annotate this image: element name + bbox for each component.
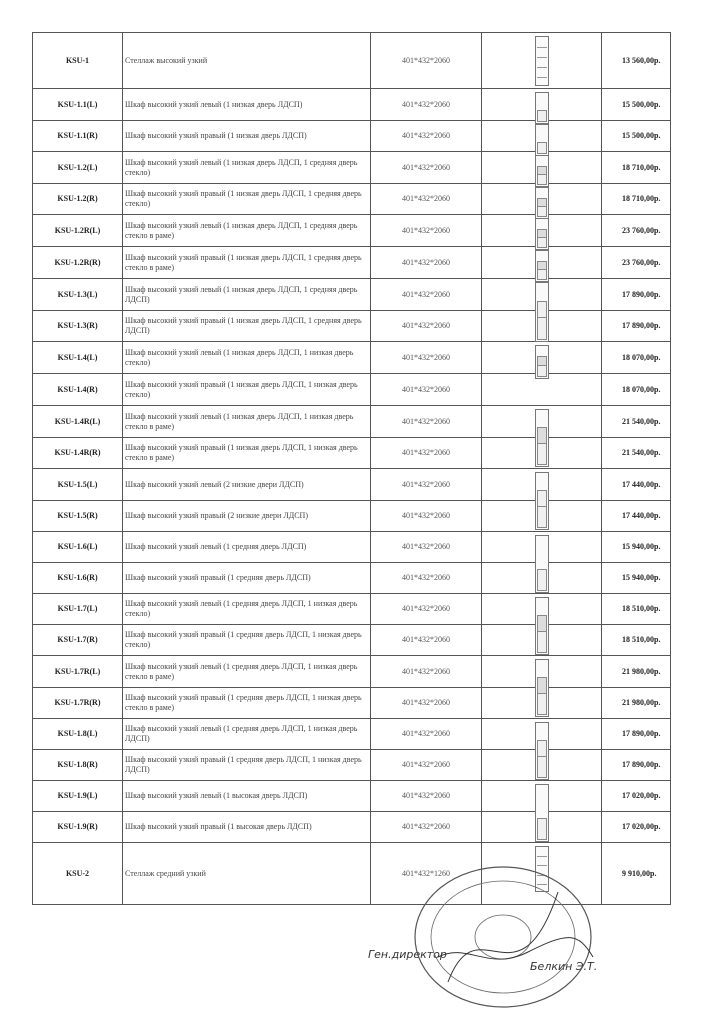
product-name: Шкаф высокий узкий левый (1 низкая дверь ЛДСП, 1 средняя дверь стекло) [123,152,371,184]
product-code: KSU-1.5(R) [33,501,123,532]
product-size: 401*432*2060 [371,781,482,812]
product-image [482,719,602,750]
table-row [33,563,671,594]
product-image [482,563,602,594]
product-code: KSU-1.3(R) [33,311,123,342]
product-size: 401*432*2060 [371,656,482,688]
product-code: KSU-1.9(R) [33,812,123,843]
product-size: 401*432*2060 [371,406,482,438]
product-image [482,812,602,843]
product-size: 401*432*1260 [371,843,482,905]
product-price: 21 980,00р. [602,688,671,719]
product-code: KSU-1.8(L) [33,719,123,750]
product-image [482,247,602,279]
product-image [482,33,602,89]
product-price: 15 940,00р. [602,563,671,594]
table-row [33,688,671,719]
table-row [33,781,671,812]
product-price: 17 020,00р. [602,781,671,812]
table-row [33,215,671,247]
table-row [33,279,671,311]
table-row [33,311,671,342]
table-row [33,843,671,905]
product-image [482,279,602,311]
product-name: Шкаф высокий узкий правый (1 низкая дверь ЛДСП, 1 средняя дверь стекло) [123,184,371,215]
product-size: 401*432*2060 [371,121,482,152]
signature-name: Белкин Э.Т. [530,960,598,973]
product-code: KSU-1.2R(R) [33,247,123,279]
product-size: 401*432*2060 [371,719,482,750]
product-image [482,406,602,438]
product-price: 18 710,00р. [602,184,671,215]
product-code: KSU-1.2(L) [33,152,123,184]
product-name: Шкаф высокий узкий левый (1 средняя дверь ЛДСП, 1 низкая дверь стекло) [123,594,371,625]
product-image [482,311,602,342]
product-name: Стеллаж высокий узкий [123,33,371,89]
product-size: 401*432*2060 [371,152,482,184]
product-price: 21 980,00р. [602,656,671,688]
product-name: Шкаф высокий узкий левый (1 низкая дверь ЛДСП, 1 средняя дверь ЛДСП) [123,279,371,311]
signature-position: Ген.директор [368,948,447,961]
product-price: 17 890,00р. [602,719,671,750]
product-price: 17 440,00р. [602,469,671,501]
cabinet-drawing [535,218,549,250]
product-size: 401*432*2060 [371,563,482,594]
product-image [482,342,602,374]
product-image [482,625,602,656]
product-image [482,215,602,247]
product-code: KSU-2 [33,843,123,905]
product-code: KSU-1.7(L) [33,594,123,625]
cabinet-drawing [535,846,549,892]
product-name: Шкаф высокий узкий левый (2 низкие двери ЛДСП) [123,469,371,501]
table-row [33,656,671,688]
product-size: 401*432*2060 [371,215,482,247]
cabinet-drawing [535,250,549,282]
product-name: Шкаф высокий узкий правый (1 низкая дверь ЛДСП) [123,121,371,152]
product-size: 401*432*2060 [371,812,482,843]
product-size: 401*432*2060 [371,688,482,719]
product-code: KSU-1.1(R) [33,121,123,152]
product-code: KSU-1.2R(L) [33,215,123,247]
product-code: KSU-1.7R(R) [33,688,123,719]
table-row [33,594,671,625]
table-row [33,89,671,121]
product-name: Шкаф высокий узкий левый (1 низкая дверь ЛДСП) [123,89,371,121]
product-name: Шкаф высокий узкий правый (1 низкая дверь ЛДСП, 1 низкая дверь стекло в раме) [123,438,371,469]
table-row [33,406,671,438]
product-size: 401*432*2060 [371,279,482,311]
product-image [482,688,602,719]
product-name: Шкаф высокий узкий правый (1 средняя дверь ЛДСП, 1 низкая дверь ЛДСП) [123,750,371,781]
table-row [33,719,671,750]
product-price: 18 510,00р. [602,625,671,656]
product-name: Шкаф высокий узкий правый (1 средняя дверь ЛДСП, 1 низкая дверь стекло в раме) [123,688,371,719]
product-price: 15 500,00р. [602,121,671,152]
table-row [33,374,671,406]
table-row [33,152,671,184]
product-price: 15 500,00р. [602,89,671,121]
product-price: 17 890,00р. [602,750,671,781]
product-price: 9 910,00р. [602,843,671,905]
product-price: 13 560,00р. [602,33,671,89]
product-name: Шкаф высокий узкий левый (1 высокая дверь ЛДСП) [123,781,371,812]
cabinet-drawing [535,155,549,187]
price-list-sheet [32,32,670,905]
product-price: 17 890,00р. [602,279,671,311]
table-row [33,501,671,532]
product-price: 17 890,00р. [602,311,671,342]
product-name: Шкаф высокий узкий правый (2 низкие двери ЛДСП) [123,501,371,532]
table-row [33,812,671,843]
product-size: 401*432*2060 [371,311,482,342]
product-image [482,184,602,215]
product-code: KSU-1.4(R) [33,374,123,406]
product-image [482,656,602,688]
product-image [482,750,602,781]
product-price: 18 070,00р. [602,342,671,374]
product-price: 18 510,00р. [602,594,671,625]
product-code: KSU-1.2(R) [33,184,123,215]
product-name: Шкаф высокий узкий левый (1 средняя дверь ЛДСП, 1 низкая дверь стекло в раме) [123,656,371,688]
table-row [33,184,671,215]
product-price: 21 540,00р. [602,406,671,438]
table-row [33,532,671,563]
product-code: KSU-1 [33,33,123,89]
product-size: 401*432*2060 [371,247,482,279]
product-code: KSU-1.7(R) [33,625,123,656]
product-code: KSU-1.4R(L) [33,406,123,438]
product-code: KSU-1.9(L) [33,781,123,812]
table-row [33,247,671,279]
product-price: 23 760,00р. [602,247,671,279]
product-size: 401*432*2060 [371,33,482,89]
product-name: Шкаф высокий узкий правый (1 низкая дверь ЛДСП, 1 средняя дверь ЛДСП) [123,311,371,342]
product-price: 23 760,00р. [602,215,671,247]
product-size: 401*432*2060 [371,469,482,501]
product-code: KSU-1.5(L) [33,469,123,501]
product-name: Шкаф высокий узкий левый (1 низкая дверь ЛДСП, 1 средняя дверь стекло в раме) [123,215,371,247]
product-size: 401*432*2060 [371,184,482,215]
table-row [33,438,671,469]
product-price: 17 020,00р. [602,812,671,843]
product-name: Стеллаж средний узкий [123,843,371,905]
table-row [33,750,671,781]
product-name: Шкаф высокий узкий левый (1 низкая дверь ЛДСП, 1 низкая дверь стекло в раме) [123,406,371,438]
product-size: 401*432*2060 [371,374,482,406]
product-image [482,843,602,905]
product-price: 21 540,00р. [602,438,671,469]
product-image [482,469,602,501]
product-size: 401*432*2060 [371,438,482,469]
product-image [482,152,602,184]
table-row [33,469,671,501]
product-name: Шкаф высокий узкий левый (1 низкая дверь ЛДСП, 1 низкая дверь стекло) [123,342,371,374]
cabinet-drawing [535,36,549,86]
product-size: 401*432*2060 [371,501,482,532]
price-table [32,32,671,905]
product-name: Шкаф высокий узкий левый (1 средняя дверь ЛДСП, 1 низкая дверь ЛДСП) [123,719,371,750]
product-image [482,121,602,152]
product-size: 401*432*2060 [371,594,482,625]
product-price: 17 440,00р. [602,501,671,532]
product-size: 401*432*2060 [371,532,482,563]
product-name: Шкаф высокий узкий правый (1 средняя дверь ЛДСП, 1 низкая дверь стекло) [123,625,371,656]
product-name: Шкаф высокий узкий правый (1 низкая дверь ЛДСП, 1 средняя дверь стекло в раме) [123,247,371,279]
product-size: 401*432*2060 [371,89,482,121]
product-price: 15 940,00р. [602,532,671,563]
product-size: 401*432*2060 [371,625,482,656]
product-image [482,438,602,469]
product-image [482,781,602,812]
product-code: KSU-1.6(R) [33,563,123,594]
product-image [482,374,602,406]
cabinet-drawing [535,92,549,124]
product-code: KSU-1.7R(L) [33,656,123,688]
product-image [482,594,602,625]
product-image [482,501,602,532]
table-row [33,121,671,152]
product-code: KSU-1.8(R) [33,750,123,781]
table-row [33,625,671,656]
product-name: Шкаф высокий узкий правый (1 высокая дверь ЛДСП) [123,812,371,843]
product-name: Шкаф высокий узкий правый (1 средняя дверь ЛДСП) [123,563,371,594]
product-image [482,532,602,563]
product-code: KSU-1.4(L) [33,342,123,374]
product-image [482,89,602,121]
product-size: 401*432*2060 [371,750,482,781]
table-row [33,33,671,89]
product-name: Шкаф высокий узкий левый (1 средняя дверь ЛДСП) [123,532,371,563]
product-price: 18 070,00р. [602,374,671,406]
table-row [33,342,671,374]
product-code: KSU-1.3(L) [33,279,123,311]
product-code: KSU-1.1(L) [33,89,123,121]
product-name: Шкаф высокий узкий правый (1 низкая дверь ЛДСП, 1 низкая дверь стекло) [123,374,371,406]
product-size: 401*432*2060 [371,342,482,374]
product-code: KSU-1.6(L) [33,532,123,563]
product-price: 18 710,00р. [602,152,671,184]
product-code: KSU-1.4R(R) [33,438,123,469]
